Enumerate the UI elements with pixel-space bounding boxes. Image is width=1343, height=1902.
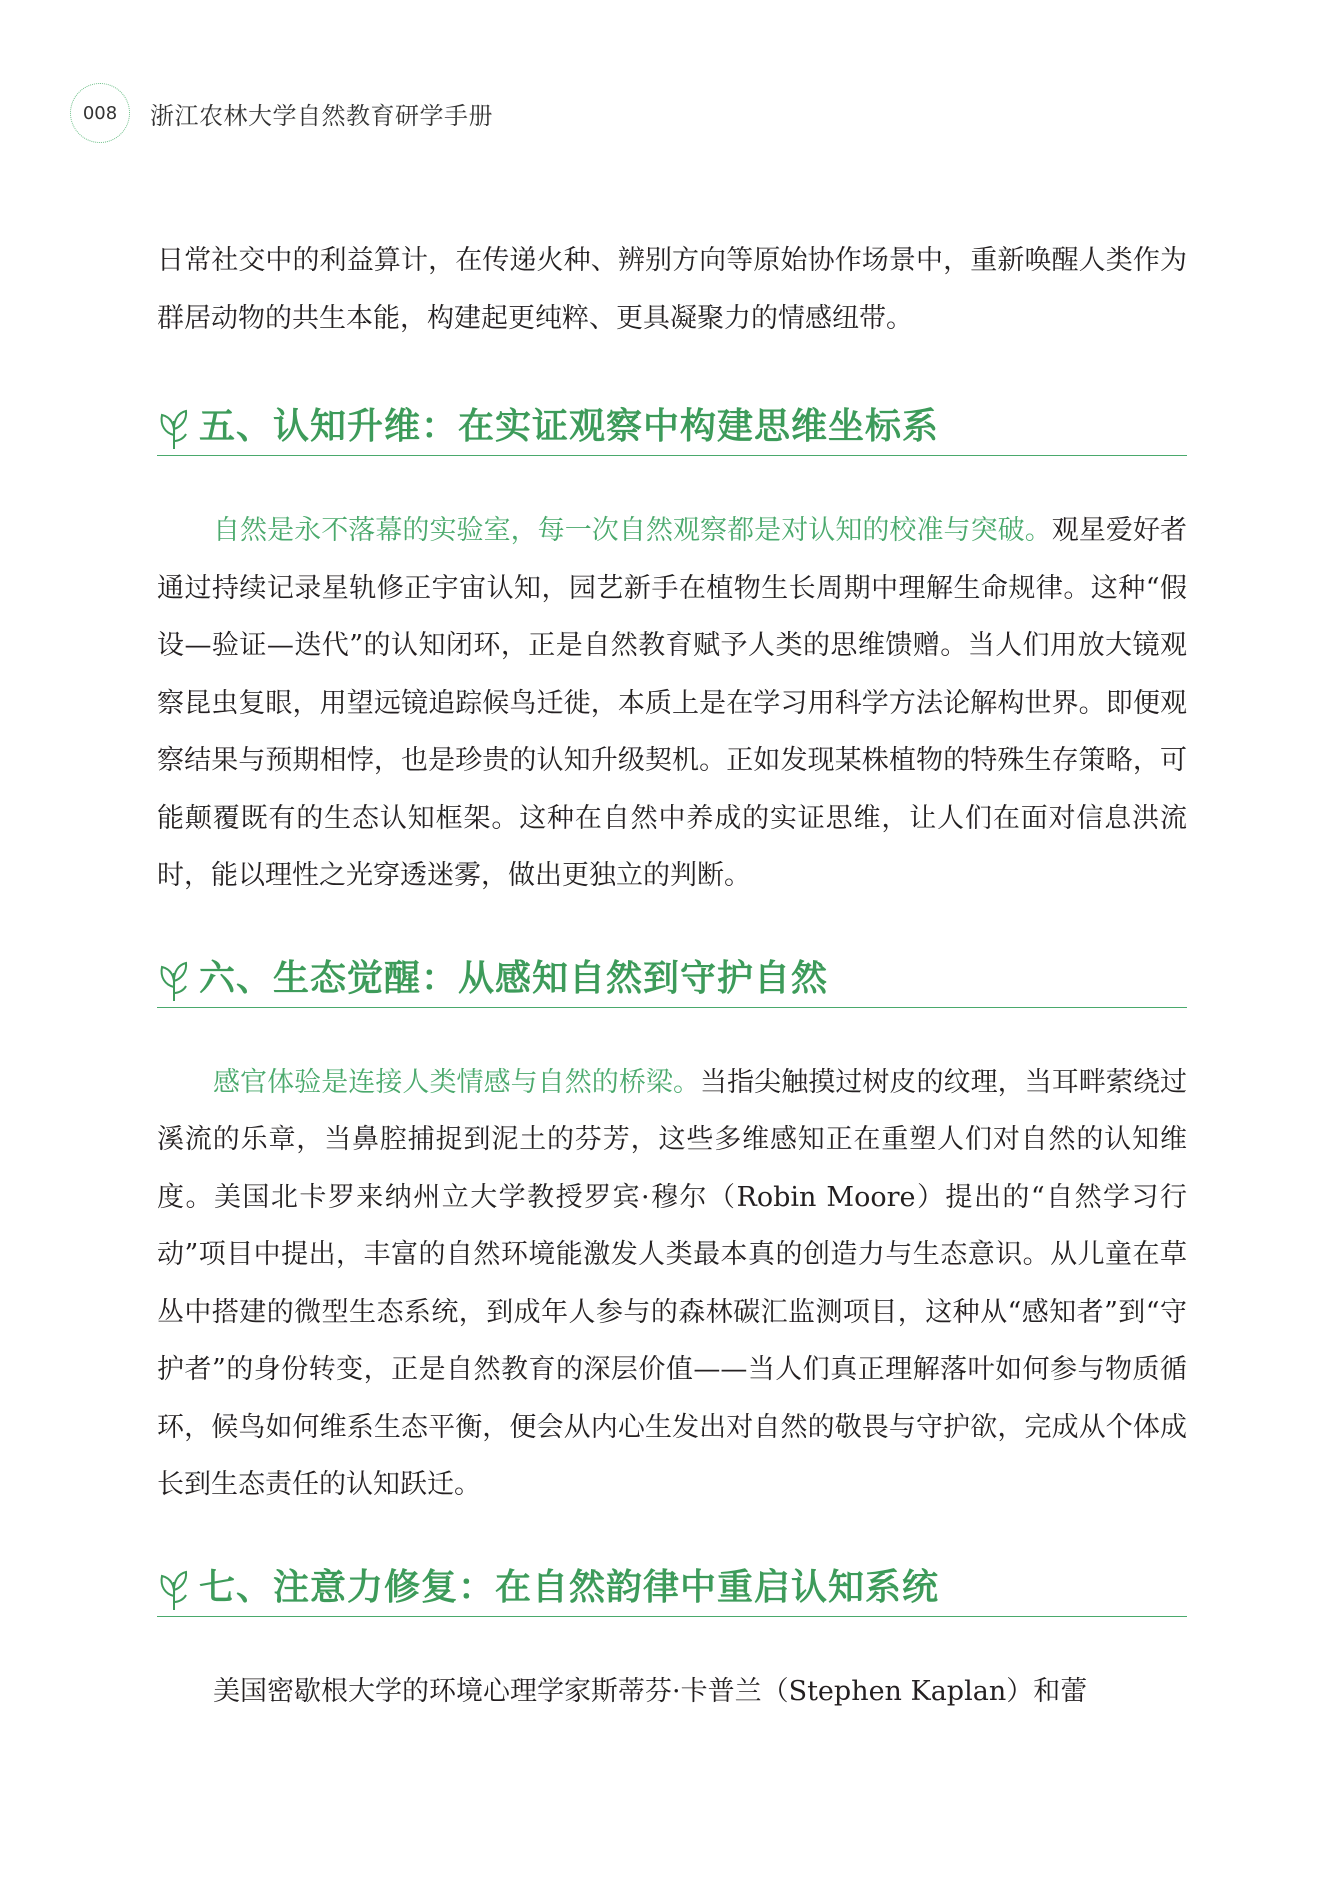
leaf-sprout-icon bbox=[157, 959, 191, 1003]
section-6 bbox=[157, 949, 1187, 1514]
leaf-sprout-icon bbox=[157, 1568, 191, 1612]
page-header bbox=[70, 82, 493, 144]
section-6-title: 六、生态觉醒：从感知自然到守护自然 bbox=[199, 957, 829, 999]
page-number: 008 bbox=[70, 83, 130, 143]
section-6-heading bbox=[157, 949, 1187, 1008]
section-6-body: 当指尖触摸过树皮的纹理，当耳畔萦绕过溪流的乐章，当鼻腔捕捉到泥土的芬芳，这些多维感知正在重塑人们对自然的认知维度。美国北卡罗来纳州立大学教授罗宾·穆尔（Robin Moore）提出的“自然学习行动”项目中提出，丰富的自然环境能激发人类最本真的创造力与生态意识。从儿童在草丛中搭建的微型生态系统，到成年人参与的森林碳汇监测项目，这种从“感知者”到“守护者”的身份转变，正是自然教育的深层价值——当人们真正理解落叶如何参与物质循环，候鸟如何维系生态平衡，便会从内心生发出对自然的敬畏与守护欲，完成从个体成长到生态责任的认知跃迁。 bbox=[157, 1066, 1188, 1500]
section-5 bbox=[157, 397, 1187, 905]
book-title: 浙江农林大学自然教育研学手册 bbox=[150, 101, 493, 130]
intro-paragraph: 日常社交中的利益算计，在传递火种、辨别方向等原始协作场景中，重新唤醒人类作为群居动物的共生本能，构建起更纯粹、更具凝聚力的情感纽带。 bbox=[157, 245, 1187, 334]
section-5-lead: 自然是永不落幕的实验室，每一次自然观察都是对认知的校准与突破。 bbox=[213, 515, 1052, 546]
leaf-sprout-icon bbox=[157, 407, 191, 451]
section-6-lead: 感官体验是连接人类情感与自然的桥梁。 bbox=[213, 1066, 701, 1098]
section-7-heading bbox=[157, 1558, 1187, 1617]
section-6-paragraph bbox=[157, 1054, 1187, 1514]
section-7-body: 美国密歇根大学的环境心理学家斯蒂芬·卡普兰（Stephen Kaplan）和蕾 bbox=[213, 1675, 1088, 1707]
section-7-title: 七、注意力修复：在自然韵律中重启认知系统 bbox=[199, 1566, 940, 1608]
section-5-body: 观星爱好者通过持续记录星轨修正宇宙认知，园艺新手在植物生长周期中理解生命规律。这种“假设—验证—迭代”的认知闭环，正是自然教育赋予人类的思维馈赠。当人们用放大镜观察昆虫复眼，用望远镜追踪候鸟迁徙，本质上是在学习用科学方法论解构世界。即便观察结果与预期相悖，也是珍贵的认知升级契机。正如发现某株植物的特殊生存策略，可能颠覆既有的生态认知框架。这种在自然中养成的实证思维，让人们在面对信息洪流时，能以理性之光穿透迷雾，做出更独立的判断。 bbox=[157, 515, 1188, 891]
page-content bbox=[157, 232, 1187, 1720]
section-5-paragraph bbox=[157, 502, 1187, 905]
section-5-heading bbox=[157, 397, 1187, 456]
section-7 bbox=[157, 1558, 1187, 1721]
section-7-paragraph bbox=[157, 1663, 1187, 1721]
section-5-title: 五、认知升维：在实证观察中构建思维坐标系 bbox=[199, 406, 940, 447]
